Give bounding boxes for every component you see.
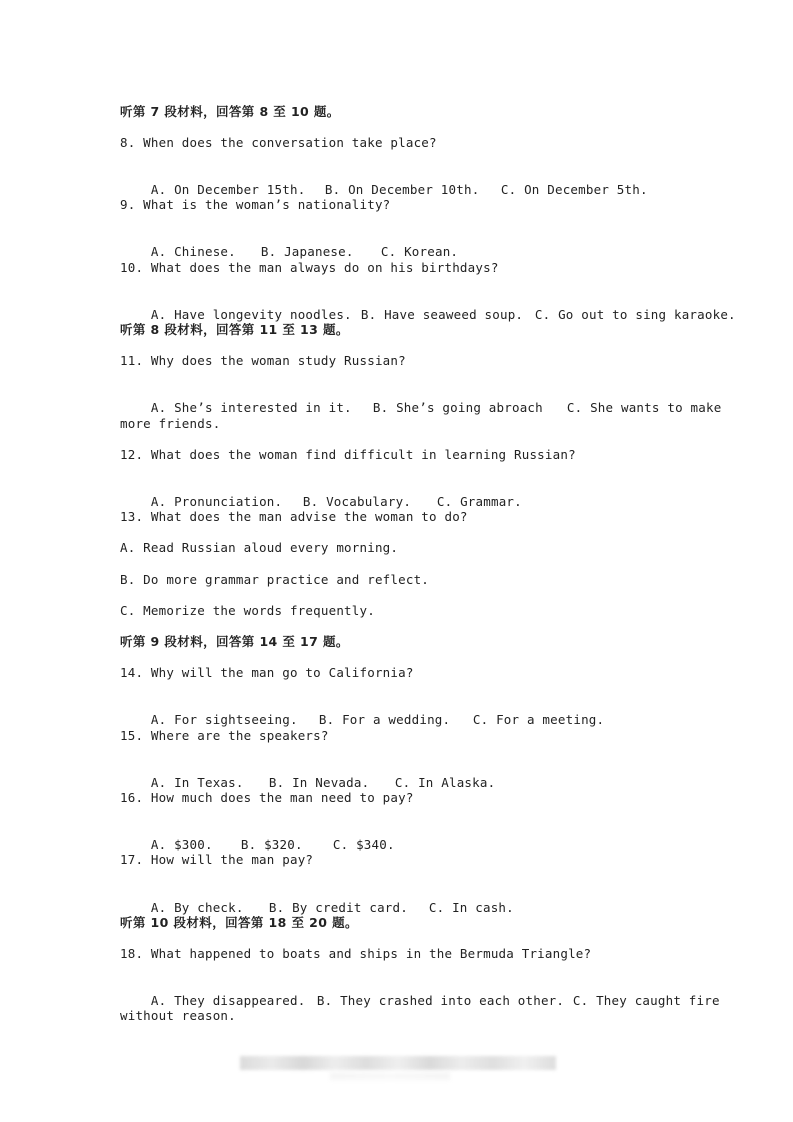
option-b: B. Have seaweed soup. xyxy=(360,307,524,322)
option-continuation: without reason. xyxy=(120,1008,236,1023)
option-a: A. Read Russian aloud every morning. xyxy=(120,540,399,555)
option-b: B. By credit card. xyxy=(268,900,408,915)
question-18: 18. What happened to boats and ships in the Bermuda Triangle? xyxy=(120,946,592,961)
question-17: 17. How will the man pay? xyxy=(120,852,314,867)
question-11: 11. Why does the woman study Russian? xyxy=(120,353,406,368)
footer-watermark xyxy=(240,1056,556,1070)
option-b: B. $320. xyxy=(240,837,303,852)
question-12: 12. What does the woman find difficult in learning Russian? xyxy=(120,447,576,462)
option-a: A. She’s interested in it. xyxy=(150,400,352,415)
option-b: B. Vocabulary. xyxy=(302,494,412,509)
option-a: A. On December 15th. xyxy=(150,182,306,197)
option-c: C. Grammar. xyxy=(436,494,522,509)
option-c: C. In Alaska. xyxy=(394,775,496,790)
question-15: 15. Where are the speakers? xyxy=(120,728,329,743)
option-c: C. She wants to make xyxy=(566,400,722,415)
option-b: B. Japanese. xyxy=(260,244,354,259)
section-header: 听第 9 段材料，回答第 14 至 17 题。 xyxy=(120,634,349,649)
question-14: 14. Why will the man go to California? xyxy=(120,665,414,680)
option-c: C. They caught fire xyxy=(572,993,720,1008)
option-c: C. For a meeting. xyxy=(472,712,605,727)
option-a: A. In Texas. xyxy=(150,775,244,790)
section-header: 听第 8 段材料，回答第 11 至 13 题。 xyxy=(120,322,349,337)
option-b: B. She’s going abroach xyxy=(372,400,543,415)
footer-watermark-sub xyxy=(330,1072,450,1080)
question-9: 9. What is the woman’s nationality? xyxy=(120,197,391,212)
option-c: C. In cash. xyxy=(428,900,514,915)
option-c: C. Go out to sing karaoke. xyxy=(534,307,736,322)
option-a: A. By check. xyxy=(150,900,244,915)
option-b: B. They crashed into each other. xyxy=(316,993,565,1008)
option-c: C. Memorize the words frequently. xyxy=(120,603,375,618)
section-header: 听第 10 段材料，回答第 18 至 20 题。 xyxy=(120,915,358,930)
option-continuation: more friends. xyxy=(120,416,221,431)
option-c: C. On December 5th. xyxy=(500,182,648,197)
option-b: B. Do more grammar practice and reflect. xyxy=(120,572,430,587)
option-b: B. For a wedding. xyxy=(318,712,451,727)
option-b: B. In Nevada. xyxy=(268,775,370,790)
question-10: 10. What does the man always do on his birthdays? xyxy=(120,260,499,275)
question-13: 13. What does the man advise the woman to do? xyxy=(120,509,468,524)
section-header: 听第 7 段材料，回答第 8 至 10 题。 xyxy=(120,104,340,119)
question-16: 16. How much does the man need to pay? xyxy=(120,790,414,805)
option-a: A. $300. xyxy=(150,837,213,852)
option-a: A. They disappeared. xyxy=(150,993,306,1008)
option-c: C. $340. xyxy=(332,837,395,852)
option-a: A. Pronunciation. xyxy=(150,494,283,509)
option-b: B. On December 10th. xyxy=(324,182,480,197)
option-a: A. For sightseeing. xyxy=(150,712,298,727)
option-c: C. Korean. xyxy=(380,244,459,259)
option-a: A. Chinese. xyxy=(150,244,236,259)
question-8: 8. When does the conversation take place? xyxy=(120,135,437,150)
option-a: A. Have longevity noodles. xyxy=(150,307,352,322)
